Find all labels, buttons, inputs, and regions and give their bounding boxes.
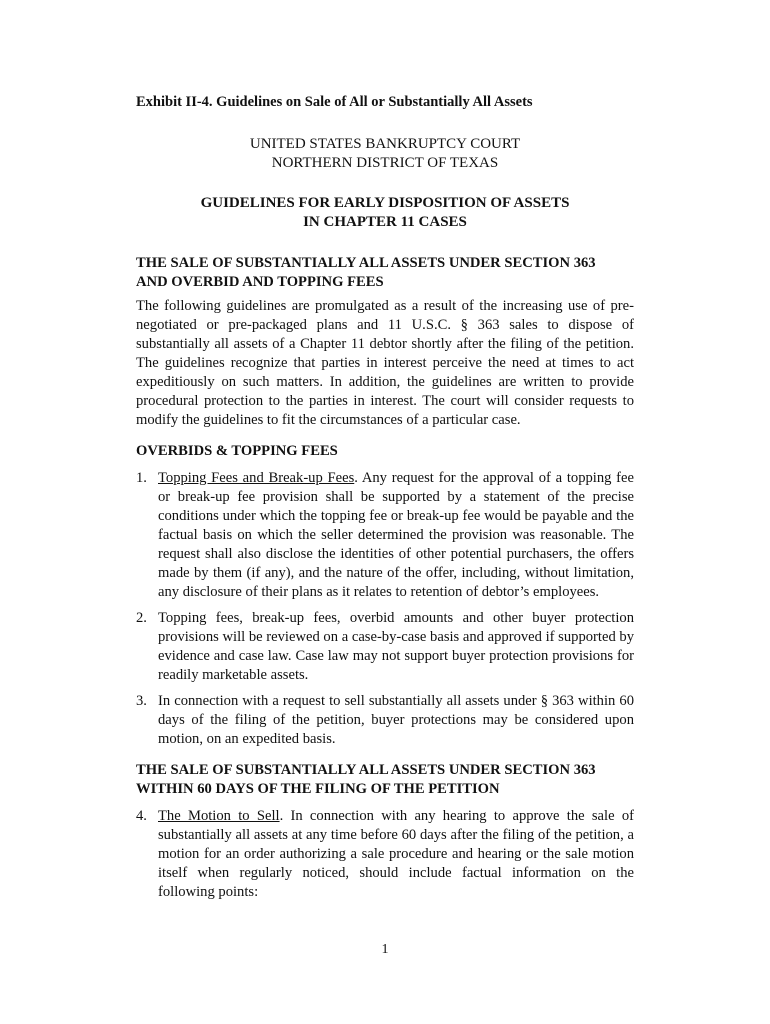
item-title: The Motion to Sell	[158, 808, 280, 824]
guidelines-title-line2: IN CHAPTER 11 CASES	[303, 214, 467, 230]
exhibit-title: Exhibit II-4. Guidelines on Sale of All or Substantially All Assets	[136, 94, 533, 110]
section-heading-line: WITHIN 60 DAYS OF THE FILING OF THE PETITION	[136, 781, 500, 797]
guidelines-title-line1: GUIDELINES FOR EARLY DISPOSITION OF ASSETS	[200, 195, 570, 211]
section-heading-line: AND OVERBID AND TOPPING FEES	[136, 274, 384, 290]
list-item	[136, 807, 634, 902]
item-number: 3.	[136, 693, 147, 709]
section-heading-sale-within-60-days	[136, 761, 634, 799]
document-body	[136, 254, 634, 909]
list-item	[136, 469, 634, 602]
list-item	[136, 692, 634, 749]
section-heading-line: THE SALE OF SUBSTANTIALLY ALL ASSETS UNDER SECTION 363	[136, 762, 596, 778]
section-heading-overbids: OVERBIDS & TOPPING FEES	[136, 443, 338, 459]
motion-list	[136, 807, 634, 902]
court-name-block	[136, 135, 634, 173]
section-heading-line: THE SALE OF SUBSTANTIALLY ALL ASSETS UNDER SECTION 363	[136, 255, 596, 271]
item-number: 1.	[136, 470, 147, 486]
item-title: Topping Fees and Break-up Fees	[158, 470, 355, 486]
item-number: 2.	[136, 610, 147, 626]
item-text: Topping fees, break-up fees, overbid amounts and other buyer protection provisions will be reviewed on a case-by-case basis and approved if supported by evidence and case law. Case law may not support buyer protection provisions for readily marketable assets.	[158, 610, 634, 683]
guidelines-title	[136, 194, 634, 232]
court-name: UNITED STATES BANKRUPTCY COURT	[249, 136, 521, 152]
item-text: . Any request for the approval of a topping fee or break-up fee provision shall be supported by a statement of the precise conditions under which the topping fee or break-up fee would be payable and the factual basis on which the seller determined the provision was reasonable. The request shall also disclose the identities of other potential purchasers, the offers made by them (if any), and the nature of the offer, including, without limitation, any disclosure of their plans as it relates to retention of debtor’s employees.	[158, 470, 634, 600]
overbids-list	[136, 469, 634, 749]
section-heading-sale-of-assets	[136, 254, 634, 292]
page-number: 1	[381, 942, 389, 957]
court-district: NORTHERN DISTRICT OF TEXAS	[271, 155, 499, 171]
item-number: 4.	[136, 808, 147, 824]
intro-paragraph: The following guidelines are promulgated as a result of the increasing use of pre-negotiated or pre-packaged plans and 11 U.S.C. § 363 sales to dispose of substantially all assets of a Chapter 11 debtor shortly after the filing of the petition. The guidelines recognize that parties in interest perceive the need at times to act expeditiously on such matters. In addition, the guidelines are written to provide procedural protection to the parties in interest. The court will consider requests to modify the guidelines to fit the circumstances of a particular case.	[136, 298, 634, 428]
item-text: . In connection with any hearing to approve the sale of substantially all assets at any time before 60 days after the filing of the petition, a motion for an order authorizing a sale procedure and hearing or the sale motion itself when regularly noticed, should include factual information on the following points:	[158, 808, 634, 900]
list-item	[136, 609, 634, 685]
item-text: In connection with a request to sell substantially all assets under § 363 within 60 days of the filing of the petition, buyer protections may be considered upon motion, on an expedited basis.	[158, 693, 634, 747]
